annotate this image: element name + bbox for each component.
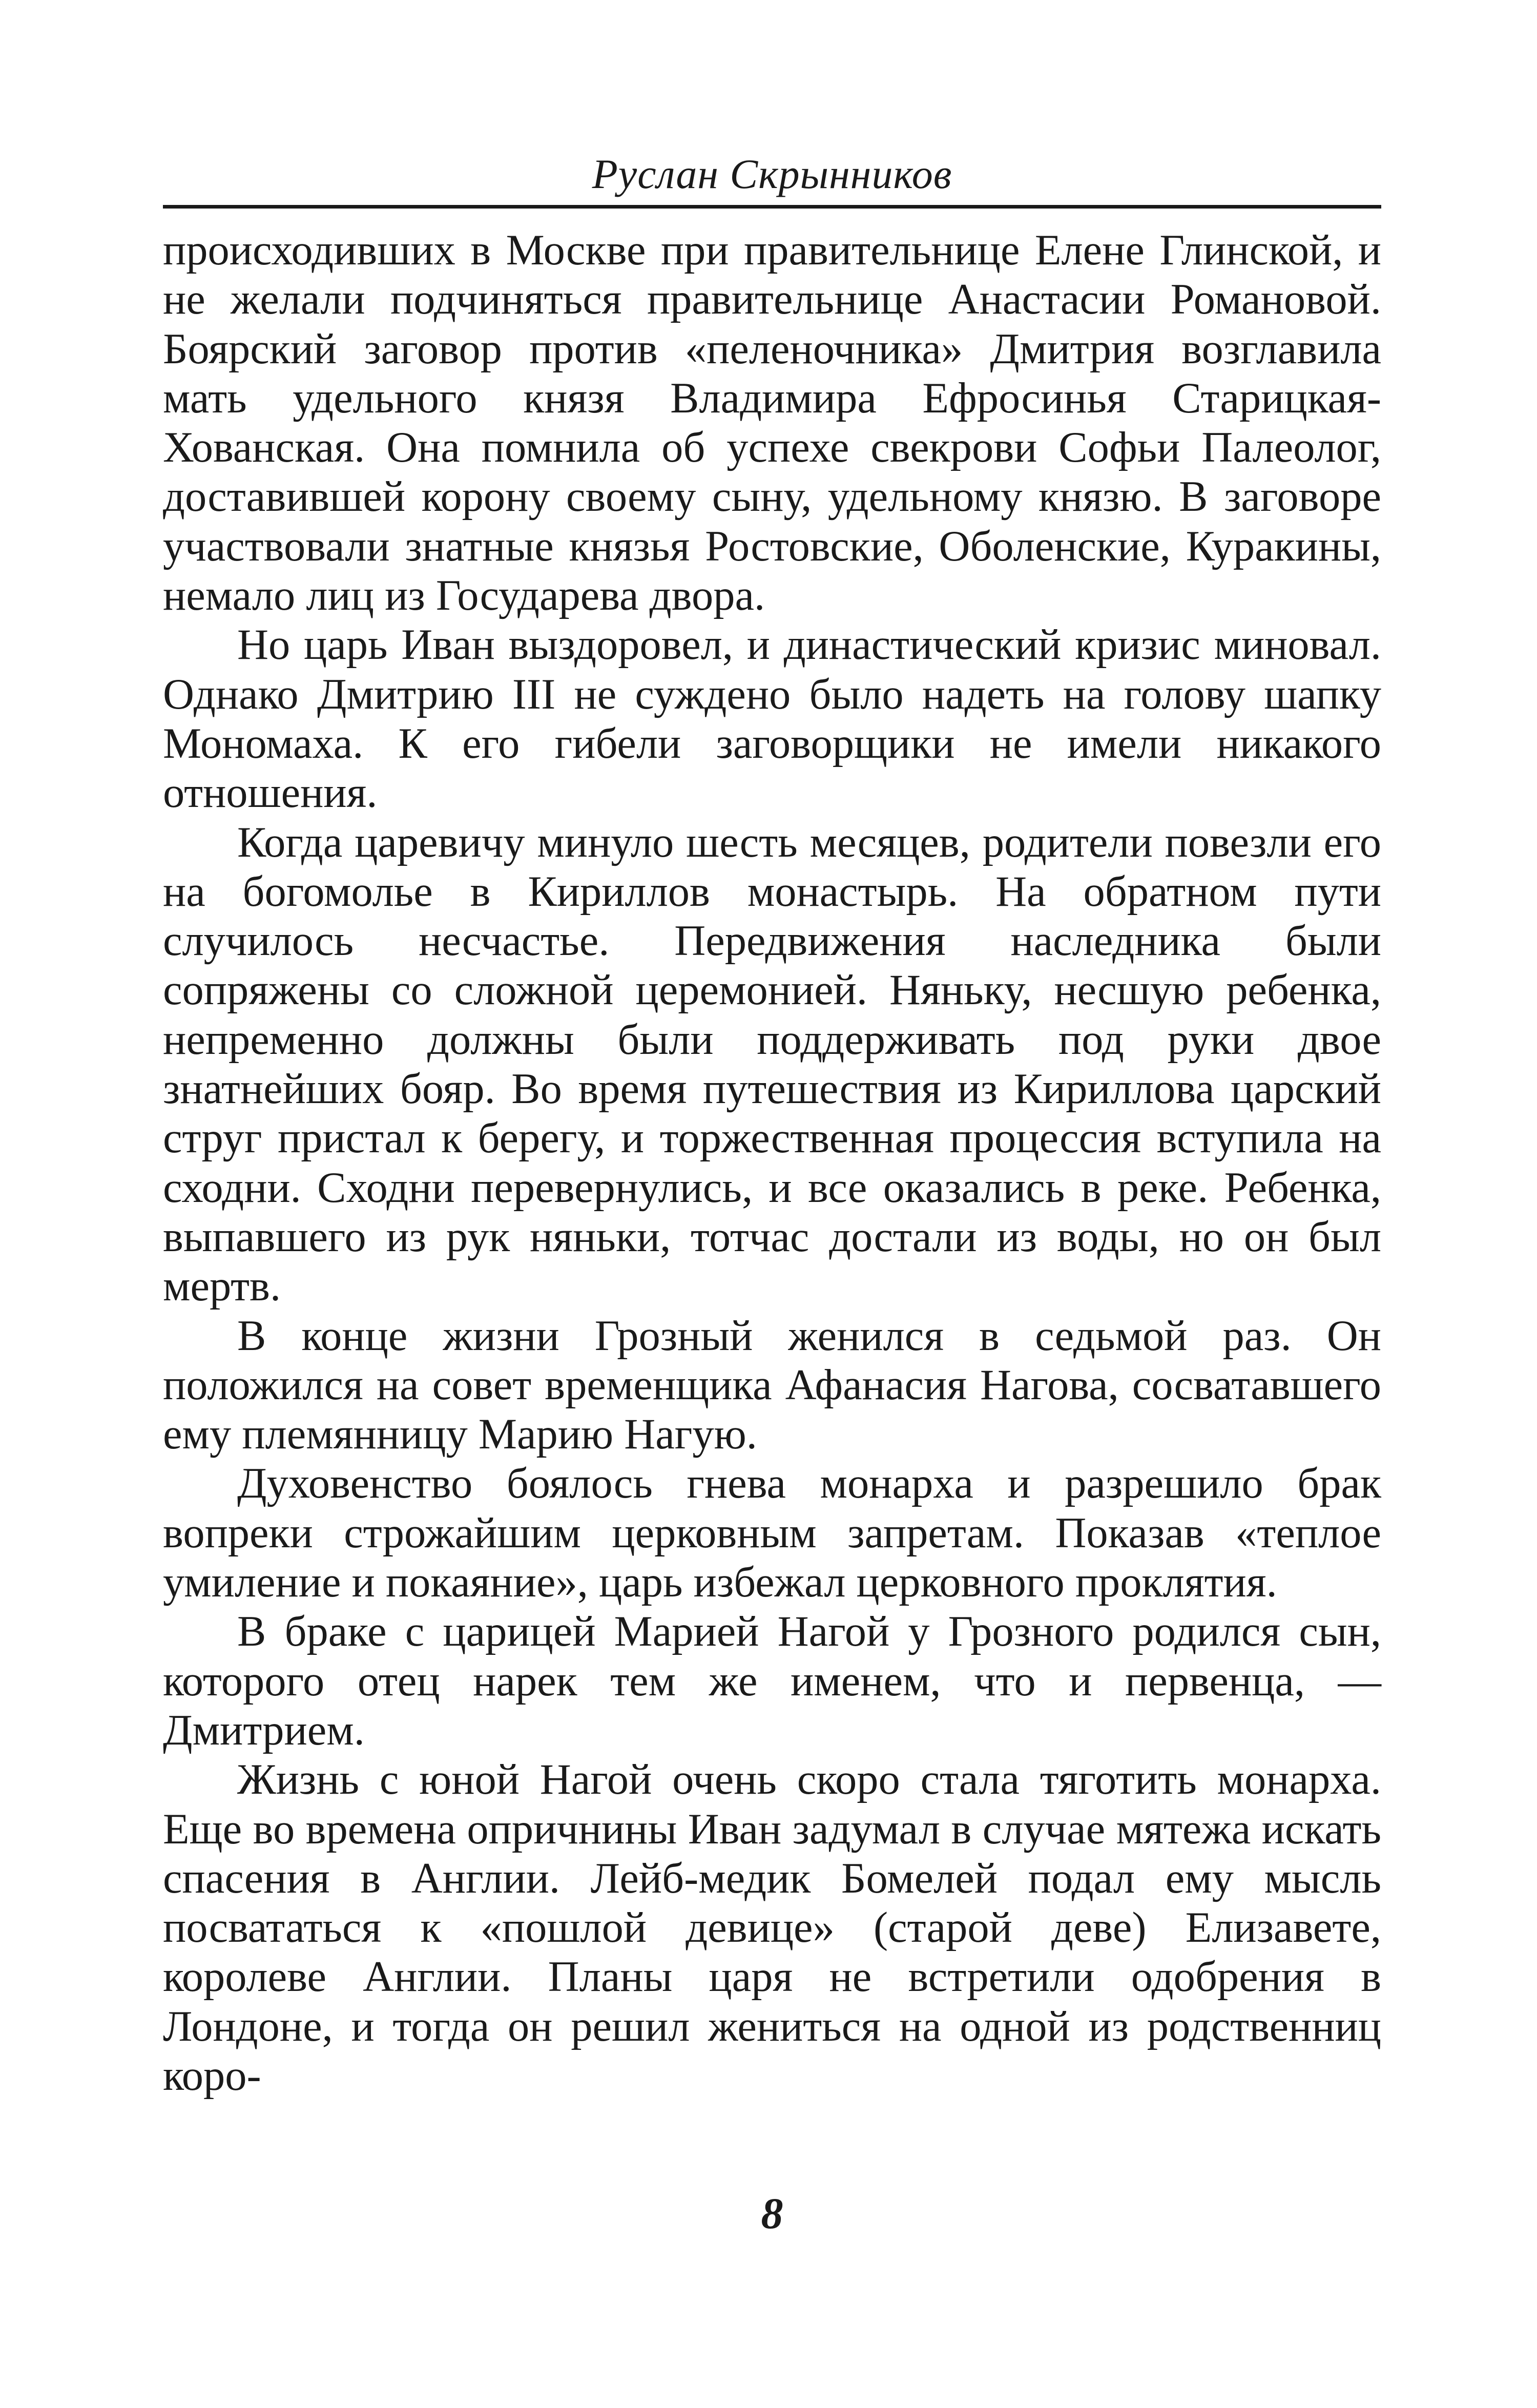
header-rule bbox=[163, 205, 1381, 209]
book-page bbox=[163, 149, 1381, 2300]
body-text bbox=[163, 226, 1381, 2101]
paragraph-1: происходивших в Москве при правительнице Елене Глинской, и не желали подчиняться правительнице Анастасии Романовой. Боярский заговор против «пеленочника» Дмитрия возглавила мать удельного князя Владимира Ефросинья Старицкая-Хованская. Она помнила об успехе свекрови Софьи Палеолог, доставившей корону своему сыну, удельному князю. В заговоре участвовали знатные князья Ростовские, Оболенские, Куракины, немало лиц из Государева двора. bbox=[163, 226, 1381, 620]
page-number: 8 bbox=[761, 2189, 783, 2238]
paragraph-5: Духовенство боялось гнева монарха и разрешило брак вопреки строжайшим церковным запретам. Показав «теплое умиление и покаяние», царь избежал церковного проклятия. bbox=[163, 1460, 1381, 1607]
paragraph-7: Жизнь с юной Нагой очень скоро стала тяготить монарха. Еще во времена опричнины Иван задумал в случае мятежа искать спасения в Англии. Лейб-медик Бомелей подал ему мысль посвататься к «пошлой девице» (старой деве) Елизавете, королеве Англии. Планы царя не встретили одобрения в Лондоне, и тогда он решил жениться на одной из родственниц коро- bbox=[163, 1756, 1381, 2100]
running-head-author: Руслан Скрынников bbox=[592, 151, 952, 197]
paragraph-2: Но царь Иван выздоровел, и династический кризис миновал. Однако Дмитрию III не суждено было надеть на голову шапку Мономаха. К его гибели заговорщики не имели никакого отношения. bbox=[163, 621, 1381, 817]
paragraph-3: Когда царевичу минуло шесть месяцев, родители повезли его на богомолье в Кириллов монастырь. На обратном пути случилось несчастье. Передвижения наследника были сопряжены со сложной церемонией. Няньку, несшую ребенка, непременно должны были поддерживать под руки двое знатнейших бояр. Во время путешествия из Кириллова царский струг пристал к берегу, и торжественная процессия вступила на сходни. Сходни перевернулись, и все оказались в реке. Ребенка, выпавшего из рук няньки, тотчас достали из воды, но он был мертв. bbox=[163, 818, 1381, 1311]
paragraph-6: В браке с царицей Марией Нагой у Грозного родился сын, которого отец нарек тем же именем, что и первенца, — Дмитрием. bbox=[163, 1608, 1381, 1754]
paragraph-4: В конце жизни Грозный женился в седьмой раз. Он положился на совет временщика Афанасия Нагова, сосватавшего ему племянницу Марию Нагую. bbox=[163, 1312, 1381, 1459]
